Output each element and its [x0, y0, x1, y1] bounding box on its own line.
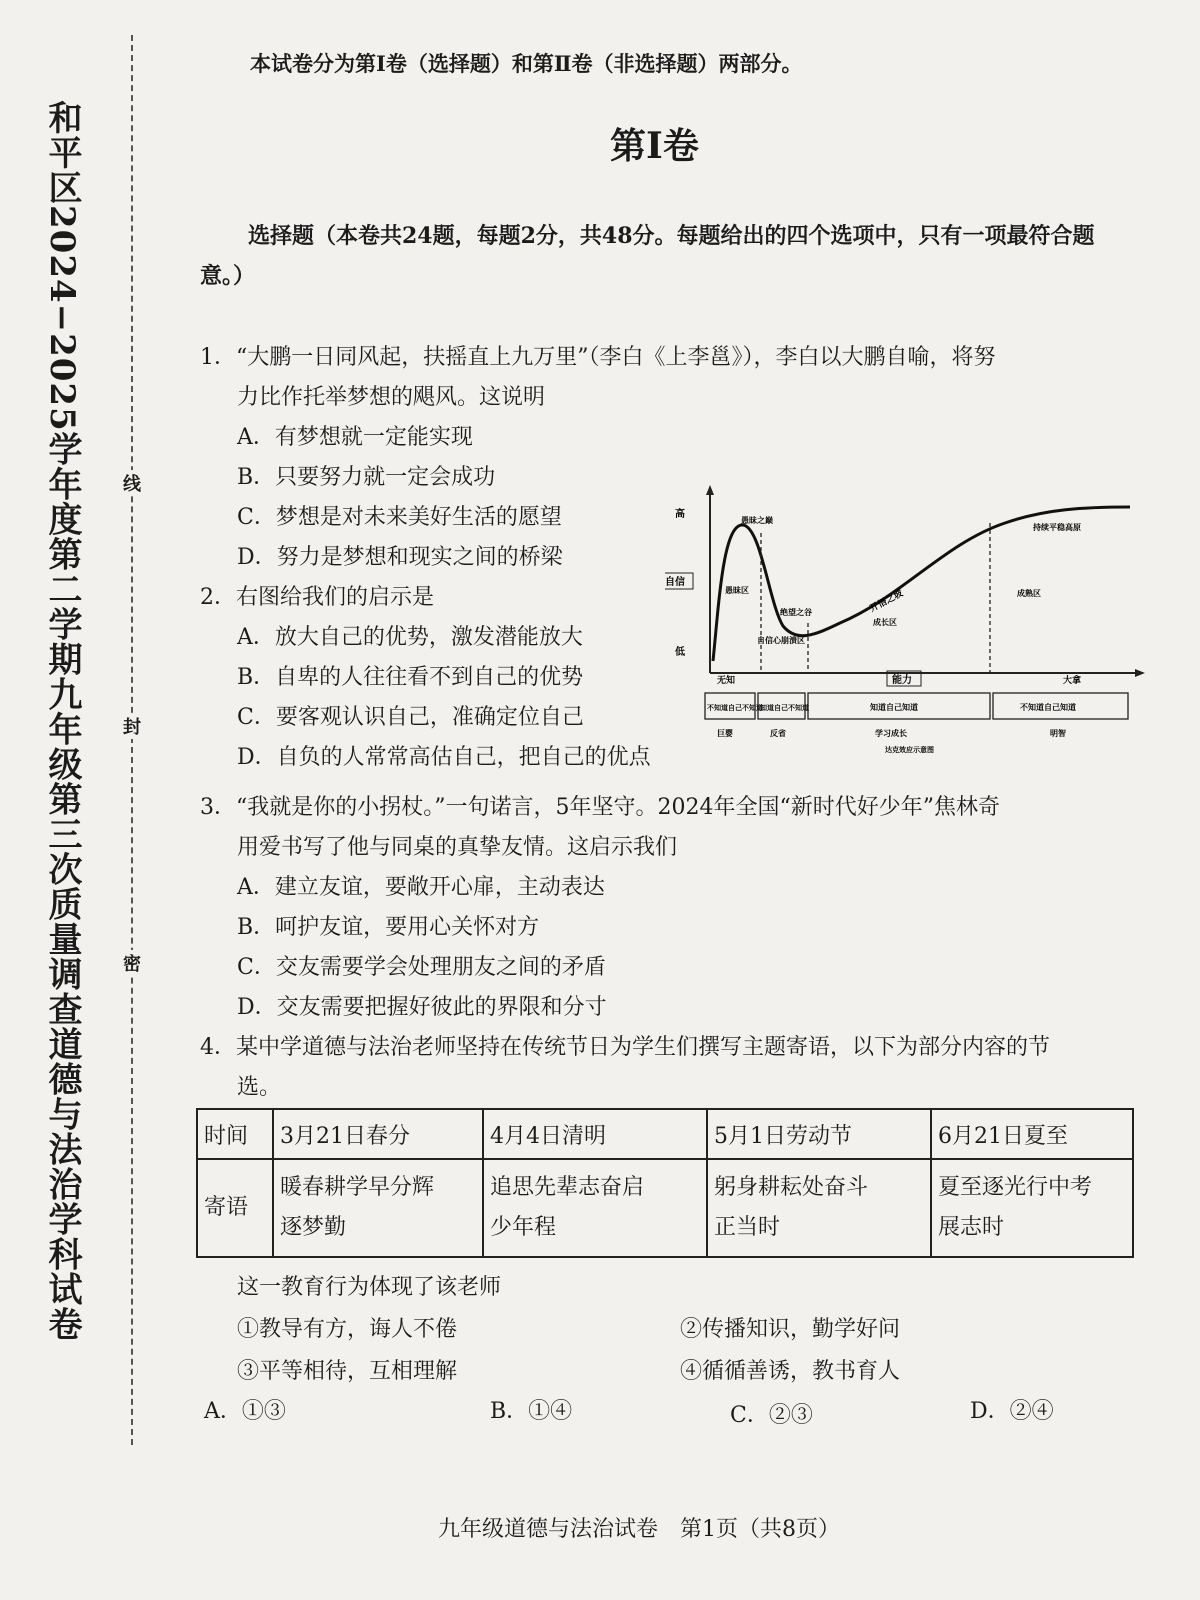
box-3-label: 知道自己知道	[870, 703, 918, 712]
table-cell	[931, 1159, 1133, 1257]
x-label-right: 大拿	[1063, 676, 1082, 686]
q4-stem-line1: 4．某中学道德与法治老师坚持在传统节日为学生们撰写主题寄语，以下为部分内容的节	[200, 1035, 1050, 1060]
q2-option-c: C．要客观认识自己，准确定位自己	[237, 705, 584, 730]
page-footer: 九年级道德与法治试卷 第1页（共8页）	[438, 1517, 840, 1542]
q2-stem: 2．右图给我们的启示是	[200, 585, 434, 610]
box-2-label: 知道自己不知道	[760, 704, 809, 712]
table-header-cell: 5月1日劳动节	[707, 1109, 931, 1159]
binding-mark-xian: 线	[122, 470, 142, 496]
cell-line: 夏至逐光行中考	[938, 1175, 1093, 1200]
q3-option-b: B．呵护友谊，要用心关怀对方	[237, 915, 540, 940]
q4-option-c: C．②③	[730, 1403, 813, 1428]
q4-stem-line2: 选。	[237, 1075, 282, 1100]
q1-option-d: D．努力是梦想和现实之间的桥梁	[237, 545, 563, 570]
x-label-left: 无知	[717, 676, 736, 686]
figure-y-arrow	[706, 485, 714, 495]
cell-line: 躬身耕耘处奋斗	[714, 1175, 869, 1200]
cell-line: 少年程	[490, 1215, 557, 1240]
cell-line: 逐梦勤	[280, 1215, 347, 1240]
table-header-cell: 3月21日春分	[273, 1109, 483, 1159]
table-row	[197, 1159, 1133, 1257]
figure-y-low: 低	[675, 647, 685, 658]
cell-line: 追思先辈志奋启	[490, 1175, 645, 1200]
q2-option-a: A．放大自己的优势，激发潜能放大	[237, 625, 583, 650]
q2-option-b: B．自卑的人往往看不到自己的优势	[237, 665, 584, 690]
q1-stem-line2: 力比作托举梦想的飓风。这说明	[237, 385, 546, 410]
greetings-table	[196, 1108, 1134, 1258]
x-label-mid: 能力	[892, 675, 912, 686]
stage-4: 明智	[1050, 729, 1066, 738]
table-header-cell: 4月4日清明	[483, 1109, 707, 1159]
cell-line: 展志时	[938, 1215, 1005, 1240]
q3-stem-line1: 3．“我就是你的小拐杖。”一句诺言，5年坚守。2024年全国“新时代好少年”焦林奇	[200, 795, 1000, 820]
q2-option-d: D．自负的人常常高估自己，把自己的优点	[237, 745, 651, 770]
q4-option-a: A．①③	[204, 1399, 286, 1424]
binding-mark-mi: 密	[122, 950, 142, 976]
binding-mark-feng: 封	[122, 713, 142, 739]
q4-question: 这一教育行为体现了该老师	[237, 1275, 502, 1300]
q4-option-d: D．②④	[970, 1399, 1054, 1424]
table-header-cell: 6月21日夏至	[931, 1109, 1133, 1159]
q1-option-a: A．有梦想就一定能实现	[237, 425, 473, 450]
table-row-label: 寄语	[197, 1159, 273, 1257]
label-plateau: 持续平稳高原	[1033, 523, 1081, 532]
section-title: 第Ⅰ卷	[610, 125, 699, 167]
q3-stem-line2: 用爱书写了他与同桌的真挚友情。这启示我们	[237, 835, 678, 860]
table-cell	[707, 1159, 931, 1257]
stage-3: 学习成长	[875, 729, 907, 738]
q3-option-d: D．交友需要把握好彼此的界限和分寸	[237, 995, 607, 1020]
q4-item-4: ④循循善诱，教书育人	[680, 1359, 901, 1384]
box-4-label: 不知道自己知道	[1020, 703, 1076, 712]
stage-1: 巨婴	[717, 729, 733, 738]
label-stupid-zone: 愚昧区	[725, 586, 749, 595]
box-1-label: 不知道自己不知道	[707, 704, 763, 712]
q4-item-3: ③平等相待，互相理解	[237, 1359, 458, 1384]
cell-line: 正当时	[714, 1215, 781, 1240]
exam-intro: 本试卷分为第Ⅰ卷（选择题）和第Ⅱ卷（非选择题）两部分。	[250, 51, 803, 76]
figure-caption: 达克效应示意图	[885, 746, 934, 754]
q1-option-b: B．只要努力就一定会成功	[237, 465, 496, 490]
figure-x-arrow	[1135, 669, 1145, 677]
binding-line	[131, 35, 133, 1445]
table-header-row	[197, 1109, 1133, 1159]
figure-y-high: 高	[675, 509, 685, 520]
figure-y-axis-label: 自信	[665, 577, 685, 588]
label-slope: 开悟之坡	[868, 588, 905, 615]
table-cell	[483, 1159, 707, 1257]
label-peak: 愚昧之巅	[741, 516, 773, 525]
table-header-cell: 时间	[197, 1109, 273, 1159]
q1-option-c: C．梦想是对未来美好生活的愿望	[237, 505, 562, 530]
q3-option-c: C．交友需要学会处理朋友之间的矛盾	[237, 955, 606, 980]
cell-line: 暖春耕学早分辉	[280, 1175, 435, 1200]
label-growth: 成长区	[873, 618, 897, 627]
stage-2: 反省	[770, 729, 786, 738]
label-despair: 绝望之谷	[780, 608, 812, 617]
instructions: 选择题（本卷共24题，每题2分，共48分。每题给出的四个选项中，只有一项最符合题意。）	[200, 223, 1095, 289]
label-mature: 成熟区	[1017, 589, 1041, 598]
q4-option-b: B．①④	[490, 1399, 573, 1424]
q4-item-1: ①教导有方，诲人不倦	[237, 1317, 458, 1342]
q4-item-2: ②传播知识，勤学好问	[680, 1317, 901, 1342]
q1-stem-line1: 1．“大鹏一日同风起，扶摇直上九万里”（李白《上李邕》），李白以大鹏自喻，将努	[200, 345, 996, 370]
table-cell	[273, 1159, 483, 1257]
exam-side-title: 和平区2024−2025学年度第二学期九年级第三次质量调查道德与法治学科试卷	[42, 100, 82, 1342]
q3-option-a: A．建立友谊，要敞开心扉，主动表达	[237, 875, 605, 900]
label-collapse: 自信心崩溃区	[757, 636, 805, 645]
dunning-kruger-figure	[665, 483, 1165, 758]
